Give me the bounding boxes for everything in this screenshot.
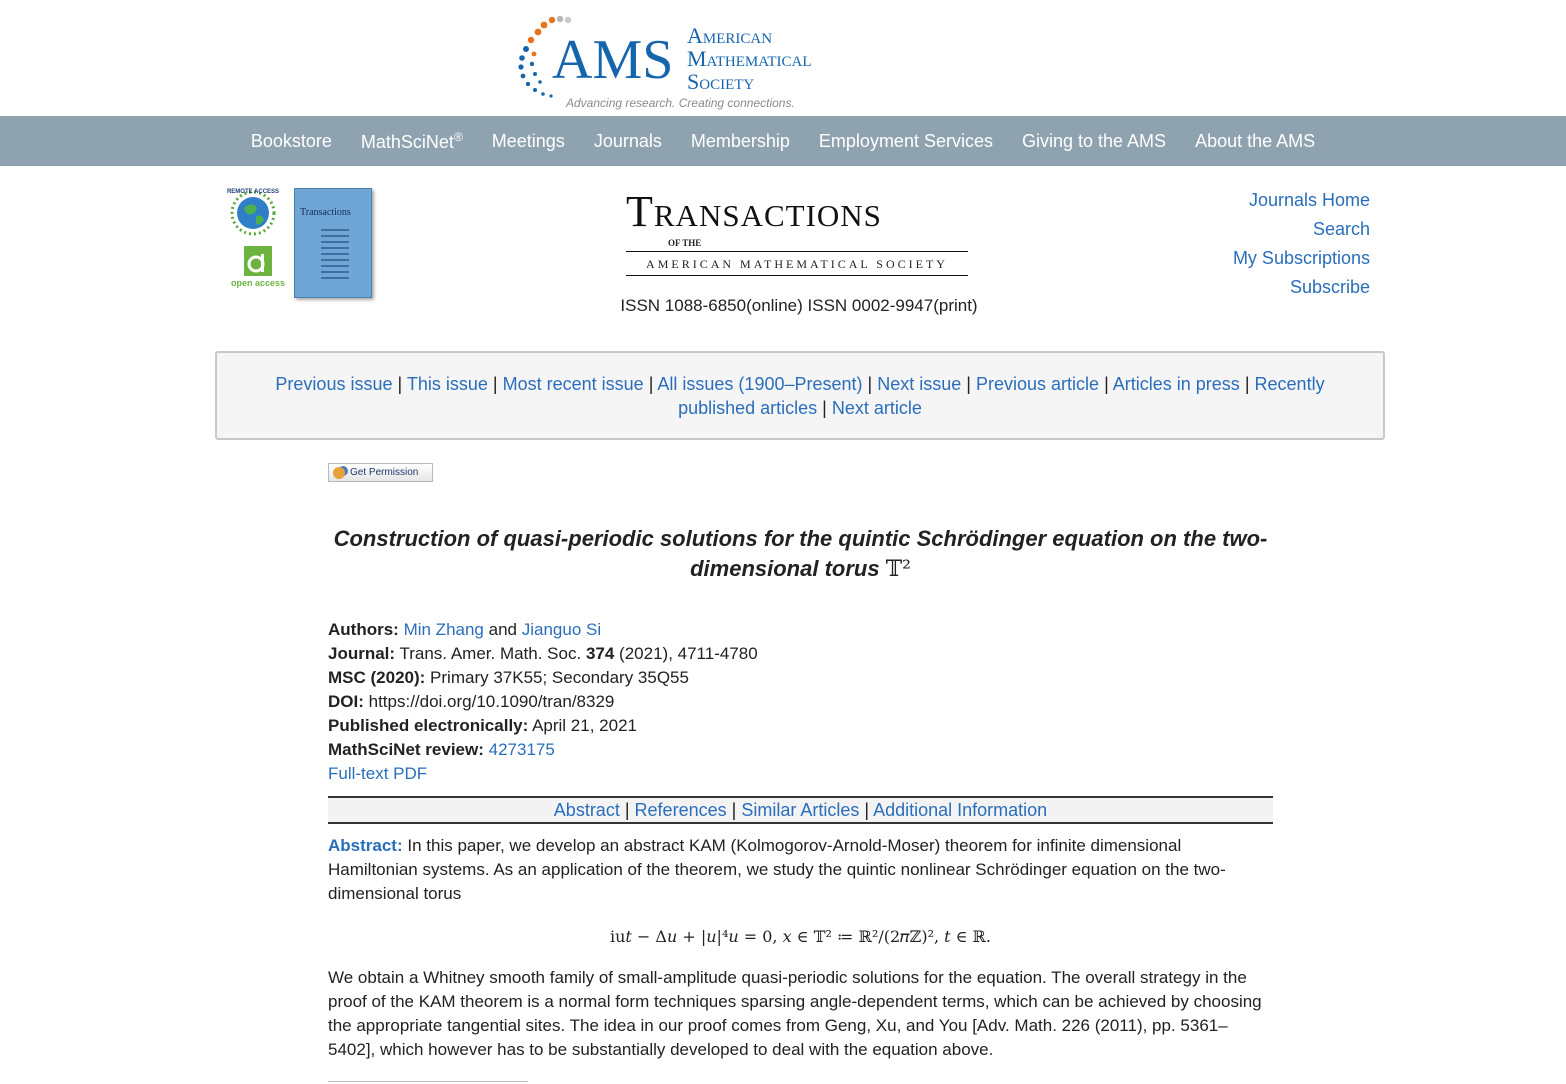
journals-home-link[interactable]: Journals Home [1248, 190, 1370, 210]
abstract-paragraph-2: We obtain a Whitney smooth family of small-amplitude quasi-periodic solutions for the equation. The overall strategy in the proof of the KAM theorem is a normal form techniques sparsing angle-dependent terms, which can be achieved by choosing the appropriate tangential sites. The idea in our proof comes from Geng, Xu, and You [Adv. Math. 226 (2011), pp. 5361–5402], which however has to be substantially developed to deal with the equation above. [328, 968, 1262, 1059]
article-tabs [328, 796, 1273, 824]
open-access-label: open access [230, 278, 286, 288]
divider [626, 275, 968, 276]
journal-badges [228, 184, 378, 304]
separator: | [966, 374, 971, 394]
nav-employment-services[interactable]: Employment Services [818, 130, 993, 151]
journal-label: Journal: [328, 644, 396, 663]
journal-row [328, 642, 1273, 666]
separator: | [864, 800, 870, 820]
separator: | [867, 374, 873, 394]
journal-title-block [600, 186, 998, 318]
remote-access-label: REMOTE ACCESS [226, 189, 280, 195]
nav-journals[interactable]: Journals [593, 130, 662, 151]
divider [328, 1081, 528, 1082]
open-access-icon[interactable] [230, 246, 286, 294]
ams-tagline: Advancing research. Creating connections. [566, 96, 795, 110]
article-metadata [328, 618, 1273, 786]
separator: | [397, 374, 403, 394]
main-nav [0, 116, 1566, 166]
nav-about[interactable]: About the AMS [1195, 130, 1316, 151]
issue-navigation [215, 351, 1385, 440]
ams-wordmark: AMS [552, 29, 674, 91]
journal-volume: 374 [585, 644, 615, 663]
journal-society: AMERICAN MATHEMATICAL SOCIETY [646, 257, 948, 271]
subscribe-link[interactable]: Subscribe [1289, 277, 1370, 297]
articles-in-press-link[interactable]: Articles in press [1112, 374, 1240, 394]
review-label: MathSciNet review: [328, 740, 484, 759]
tab-similar-articles[interactable]: Similar Articles [741, 800, 860, 820]
journal-cover-thumbnail[interactable] [294, 188, 372, 298]
my-subscriptions-link[interactable]: My Subscriptions [1232, 248, 1370, 268]
authors-and: and [488, 620, 517, 639]
separator: | [1244, 374, 1250, 394]
abstract-text: In this paper, we develop an abstract KAM (Kolmogorov-Arnold-Moser) theorem for infinite dimensional Hamiltonian systems. As an application of the theorem, we study the quintic nonlinear Schrödinger equation on the two-dimensional torus [328, 836, 1226, 903]
ams-name-line: Society [687, 69, 755, 94]
nav-mathscinet[interactable] [346, 130, 477, 153]
msc-row [328, 666, 1273, 690]
doi-label: DOI: [328, 692, 364, 711]
remote-access-globe-icon[interactable] [228, 186, 278, 236]
get-permission-button[interactable] [328, 463, 433, 482]
tab-additional-information[interactable]: Additional Information [873, 800, 1048, 820]
cover-title: Transactions [300, 207, 351, 218]
separator: | [822, 398, 827, 418]
msc-value: Primary 37K55; Secondary 35Q55 [430, 668, 689, 687]
nav-membership[interactable]: Membership [690, 130, 790, 151]
authors-row [328, 618, 1273, 642]
issn: ISSN 1088-6850(online) ISSN 0002-9947(print) [620, 296, 978, 315]
separator: | [492, 374, 498, 394]
ams-name-line: Mathematical [687, 46, 812, 71]
divider [626, 251, 968, 252]
abstract-label: Abstract: [328, 836, 403, 855]
pdf-row [328, 762, 1273, 786]
abstract-paragraph [328, 834, 1273, 906]
journal-links [1233, 186, 1370, 302]
nav-bookstore[interactable]: Bookstore [250, 130, 332, 151]
review-row [328, 738, 1273, 762]
journal-name: Trans. Amer. Math. Soc. [399, 644, 582, 663]
tab-references[interactable]: References [634, 800, 727, 820]
msc-label: MSC (2020): [328, 668, 426, 687]
mathscinet-review-link[interactable]: 4273175 [488, 740, 555, 759]
permission-icon [333, 467, 345, 479]
author-link[interactable]: Jianguo Si [521, 620, 602, 639]
doi-row [328, 690, 1273, 714]
tab-abstract[interactable]: Abstract [553, 800, 620, 820]
ams-full-name [687, 24, 812, 93]
published-value: April 21, 2021 [532, 716, 637, 735]
nav-mathscinet-label: MathSciNet [360, 131, 454, 152]
separator: | [731, 800, 737, 820]
doi-value: https://doi.org/10.1090/tran/8329 [368, 692, 615, 711]
cover-decoration [321, 229, 349, 283]
ams-name-line: American [687, 23, 773, 48]
abstract-equation: iu𝑡 − Δ𝑢 + |𝑢|⁴𝑢 = 0, 𝑥 ∈ 𝕋² ≔ ℝ²/(2𝜋ℤ)², 𝑡 ∈ ℝ. [609, 927, 992, 946]
journal-year-pages: (2021), 4711-4780 [619, 644, 758, 663]
published-row [328, 714, 1273, 738]
next-article-link[interactable]: Next article [831, 398, 922, 418]
previous-article-link[interactable]: Previous article [976, 374, 1100, 394]
most-recent-issue-link[interactable]: Most recent issue [502, 374, 644, 394]
search-link[interactable]: Search [1312, 219, 1370, 239]
full-text-pdf-link[interactable]: Full-text PDF [328, 764, 428, 783]
published-label: Published electronically: [328, 716, 529, 735]
authors-label: Authors: [328, 620, 399, 639]
separator: | [1104, 374, 1109, 394]
article-title-math: 𝕋² [885, 557, 911, 582]
article-title-text: Construction of quasi-periodic solutions for the quintic Schrödinger equation on the two-dimensional torus [333, 526, 1268, 581]
all-issues-link[interactable]: All issues (1900–Present) [657, 374, 863, 394]
ams-logo[interactable] [514, 14, 874, 114]
this-issue-link[interactable]: This issue [406, 374, 488, 394]
previous-issue-link[interactable]: Previous issue [275, 374, 393, 394]
transactions-logo[interactable] [626, 186, 972, 280]
ams-header [0, 0, 1566, 116]
article-title [328, 524, 1273, 585]
registered-mark: ® [453, 129, 463, 144]
next-issue-link[interactable]: Next issue [877, 374, 962, 394]
recently-published-link[interactable]: Recently published articles [678, 374, 1325, 418]
journal-of-the: OF THE [668, 238, 702, 248]
get-permission-label: Get Permission [350, 467, 419, 478]
separator: | [648, 374, 654, 394]
nav-giving[interactable]: Giving to the AMS [1021, 130, 1167, 151]
author-link[interactable]: Min Zhang [403, 620, 484, 639]
journal-title: Transactions [626, 187, 882, 236]
separator: | [624, 800, 630, 820]
nav-meetings[interactable]: Meetings [491, 130, 565, 151]
